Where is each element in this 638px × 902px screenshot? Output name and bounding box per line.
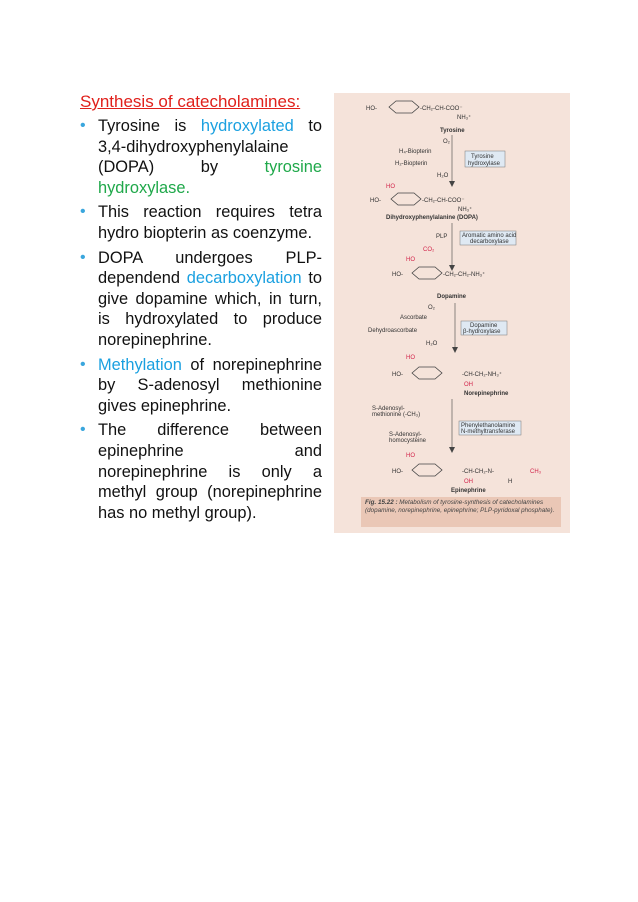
bullet-text-part: to 3,4-dihydroxyphenylalaine (DOPA) by bbox=[98, 117, 322, 177]
dopamine-ho-top: HO bbox=[406, 257, 415, 263]
step4-enzyme-line1: Phenylethanolamine bbox=[461, 423, 516, 429]
norepinephrine-oh: OH bbox=[464, 382, 473, 388]
figure-caption bbox=[365, 499, 560, 514]
step-decarboxylase bbox=[423, 223, 516, 271]
bullet-item bbox=[80, 248, 322, 351]
tyrosine-structure bbox=[366, 101, 471, 134]
epinephrine-right: -CH-CH₂-N- bbox=[462, 469, 494, 475]
dopamine-structure bbox=[392, 257, 485, 300]
step4-sah-line1: S-Adenosyl- bbox=[389, 432, 422, 438]
epinephrine-name: Epinephrine bbox=[451, 488, 486, 494]
caption-text: Metabolism of tyrosine-synthesis of catecholamines (dopamine, norepinephrine, epinephrine; PLP-pyridoxal phosphate). bbox=[365, 499, 555, 514]
tyrosine-name: Tyrosine bbox=[440, 128, 465, 134]
bullet-item bbox=[80, 355, 322, 417]
norepinephrine-structure bbox=[392, 355, 509, 397]
step2-enzyme-line2: decarboxylase bbox=[470, 239, 509, 245]
step3-enzyme-line1: Dopamine bbox=[470, 323, 498, 329]
step2-co2: CO₂ bbox=[423, 247, 435, 253]
epinephrine-h: H bbox=[508, 479, 513, 485]
dopa-name: Dihydroxyphenylalanine (DOPA) bbox=[386, 215, 478, 221]
epinephrine-left: HO- bbox=[392, 469, 403, 475]
step4-enzyme-line2: N-methyltransferase bbox=[461, 429, 516, 435]
dopamine-name: Dopamine bbox=[437, 294, 467, 300]
dopa-structure bbox=[370, 184, 478, 221]
norepinephrine-right: -CH-CH₂-NH₃⁺ bbox=[462, 372, 502, 378]
benzene-ring-icon bbox=[412, 464, 442, 476]
step4-sah-line2: homocysteine bbox=[389, 438, 427, 444]
pathway-figure bbox=[334, 93, 570, 533]
bullet-dot-icon: • bbox=[80, 421, 86, 439]
step2-cofactor: PLP bbox=[436, 234, 448, 240]
dopamine-right: -CH₂-CH₂-NH₃⁺ bbox=[443, 272, 486, 278]
bullet-text-part: to give dopamine which, in turn, is hydroxylated to produce norepinephrine. bbox=[98, 269, 322, 349]
bullet-item bbox=[80, 420, 322, 523]
bullet-item bbox=[80, 202, 322, 243]
bullet-list bbox=[80, 116, 322, 527]
bullet-text-part: hydroxylated bbox=[200, 117, 294, 135]
step2-enzyme-line1: Aromatic amino acid bbox=[462, 233, 517, 239]
benzene-ring-icon bbox=[412, 267, 442, 279]
step1-enzyme-line1: Tyrosine bbox=[471, 154, 494, 160]
epinephrine-ch3: CH₃ bbox=[530, 469, 542, 475]
step-methyltransferase bbox=[372, 399, 521, 453]
step1-h2o: H₂O bbox=[437, 173, 449, 179]
benzene-ring-icon bbox=[389, 101, 419, 113]
step4-sam-line2: methionine (-CH₃) bbox=[372, 412, 421, 418]
tyrosine-nh: NH₃⁺ bbox=[457, 115, 472, 121]
arrow-down-icon bbox=[449, 265, 455, 271]
step3-cofactor-out: Dehydroascorbate bbox=[368, 328, 418, 334]
step1-cofactor-out: H₂-Biopterin bbox=[395, 161, 428, 167]
step-tyrosine-hydroxylase bbox=[395, 135, 505, 187]
bullet-text-part: This reaction requires tetra hydro biopterin as coenzyme. bbox=[98, 203, 322, 242]
bullet-text bbox=[98, 117, 322, 197]
dopamine-left: HO- bbox=[392, 272, 403, 278]
caption-label: Fig. 15.22 : bbox=[365, 499, 398, 506]
bullet-dot-icon: • bbox=[80, 248, 86, 266]
step3-cofactor-in: Ascorbate bbox=[400, 315, 428, 321]
bullet-text bbox=[98, 203, 322, 242]
step-dopamine-hydroxylase bbox=[368, 303, 507, 353]
bullet-dot-icon: • bbox=[80, 117, 86, 134]
epinephrine-oh: OH bbox=[464, 479, 473, 485]
dopa-nh: NH₃⁺ bbox=[458, 207, 473, 213]
arrow-down-icon bbox=[452, 347, 458, 353]
bullet-text-part: The difference between epinephrine and norepinephrine is only a methyl group (norepinephrine has no methyl group). bbox=[98, 421, 322, 522]
bullet-text-part: of norepinephrine by S-adenosyl methionine gives epinephrine. bbox=[98, 355, 322, 415]
benzene-ring-icon bbox=[391, 193, 421, 205]
step1-o2: O₂ bbox=[443, 139, 450, 145]
bullet-text bbox=[98, 356, 322, 415]
bullet-text-part: tyrosine hydroxylase. bbox=[98, 158, 322, 197]
bullet-text-part: Methylation bbox=[98, 355, 182, 374]
arrow-down-icon bbox=[449, 181, 455, 187]
dopa-ho-top: HO bbox=[386, 184, 395, 190]
norepinephrine-name: Norepinephrine bbox=[464, 391, 509, 397]
tyrosine-left: HO- bbox=[366, 106, 377, 112]
benzene-ring-icon bbox=[412, 367, 442, 379]
bullet-dot-icon: • bbox=[80, 203, 86, 221]
arrow-down-icon bbox=[449, 447, 455, 453]
bullet-dot-icon: • bbox=[80, 355, 86, 373]
norepinephrine-left: HO- bbox=[392, 372, 403, 378]
dopa-left: HO- bbox=[370, 198, 381, 204]
epinephrine-structure bbox=[392, 453, 542, 494]
dopa-right: -CH₂-CH-COO⁻ bbox=[422, 198, 465, 204]
page-heading: Synthesis of catecholamines: bbox=[80, 92, 301, 111]
step1-enzyme-line2: hydroxylase bbox=[468, 161, 501, 167]
bullet-text-part: Tyrosine is bbox=[98, 117, 201, 135]
bullet-text-part: decarboxylation bbox=[186, 269, 302, 288]
bullet-item bbox=[80, 116, 322, 198]
step3-o2: O₂ bbox=[428, 305, 435, 311]
step3-h2o: H₂O bbox=[426, 341, 438, 347]
bullet-text bbox=[98, 421, 322, 521]
bullet-text-part: DOPA undergoes PLP-dependend bbox=[98, 248, 322, 288]
epinephrine-ho-top: HO bbox=[406, 453, 415, 459]
pathway-diagram bbox=[334, 93, 570, 533]
step1-cofactor-in: H₄-Biopterin bbox=[399, 149, 432, 155]
bullet-text bbox=[98, 249, 322, 349]
step4-sam-line1: S-Adenosyl- bbox=[372, 406, 405, 412]
norepinephrine-ho-top: HO bbox=[406, 355, 415, 361]
tyrosine-right: -CH₂-CH-COO⁻ bbox=[420, 106, 463, 112]
step3-enzyme-line2: β-hydroxylase bbox=[463, 329, 501, 335]
